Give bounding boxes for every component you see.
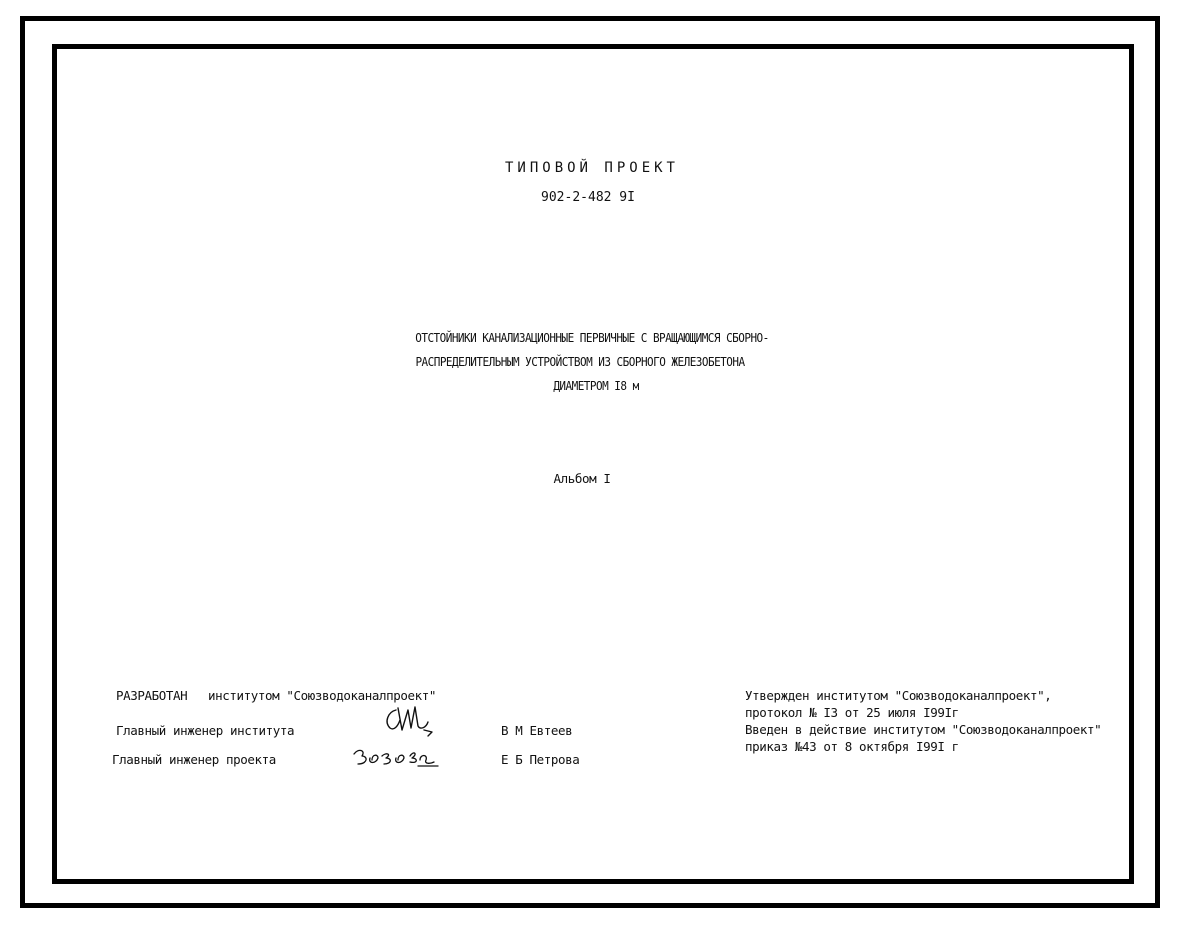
approval-line-1: Утвержден институтом "Союзводоканалпроект",: [745, 688, 1052, 703]
project-number: 902-2-482 9I: [541, 190, 635, 205]
title-line-1: ОТСТОЙНИКИ КАНАЛИЗАЦИОННЫЕ ПЕРВИЧНЫЕ С ВРАЩАЮЩИМСЯ СБОРНО-: [415, 330, 769, 345]
chief-engineer-institute-name: В М Евтеев: [501, 723, 573, 738]
project-kind: ТИПОВОЙ ПРОЕКТ: [504, 160, 679, 176]
signature-evteev: [378, 702, 442, 742]
album-label: Альбом I: [553, 471, 611, 486]
chief-engineer-project-name: Е Б Петрова: [501, 752, 580, 767]
developer-institute: институтом "Союзводоканалпроект": [208, 688, 437, 703]
title-line-3: ДИАМЕТРОМ I8 м: [553, 378, 639, 393]
signature-petrova: [350, 744, 442, 770]
title-line-2: РАСПРЕДЕЛИТЕЛЬНЫМ УСТРОЙСТВОМ ИЗ СБОРНОГО ЖЕЛЕЗОБЕТОНА: [415, 354, 745, 369]
approval-line-4: приказ №43 от 8 октября I99I г: [745, 739, 959, 754]
chief-engineer-project-role: Главный инженер проекта: [112, 752, 276, 767]
approval-line-2: протокол № I3 от 25 июля I99Iг: [745, 705, 959, 720]
approval-line-3: Введен в действие институтом "Союзводоканалпроект": [745, 722, 1102, 737]
developer-label: РАЗРАБОТАН: [116, 688, 188, 703]
chief-engineer-institute-role: Главный инженер института: [116, 723, 295, 738]
